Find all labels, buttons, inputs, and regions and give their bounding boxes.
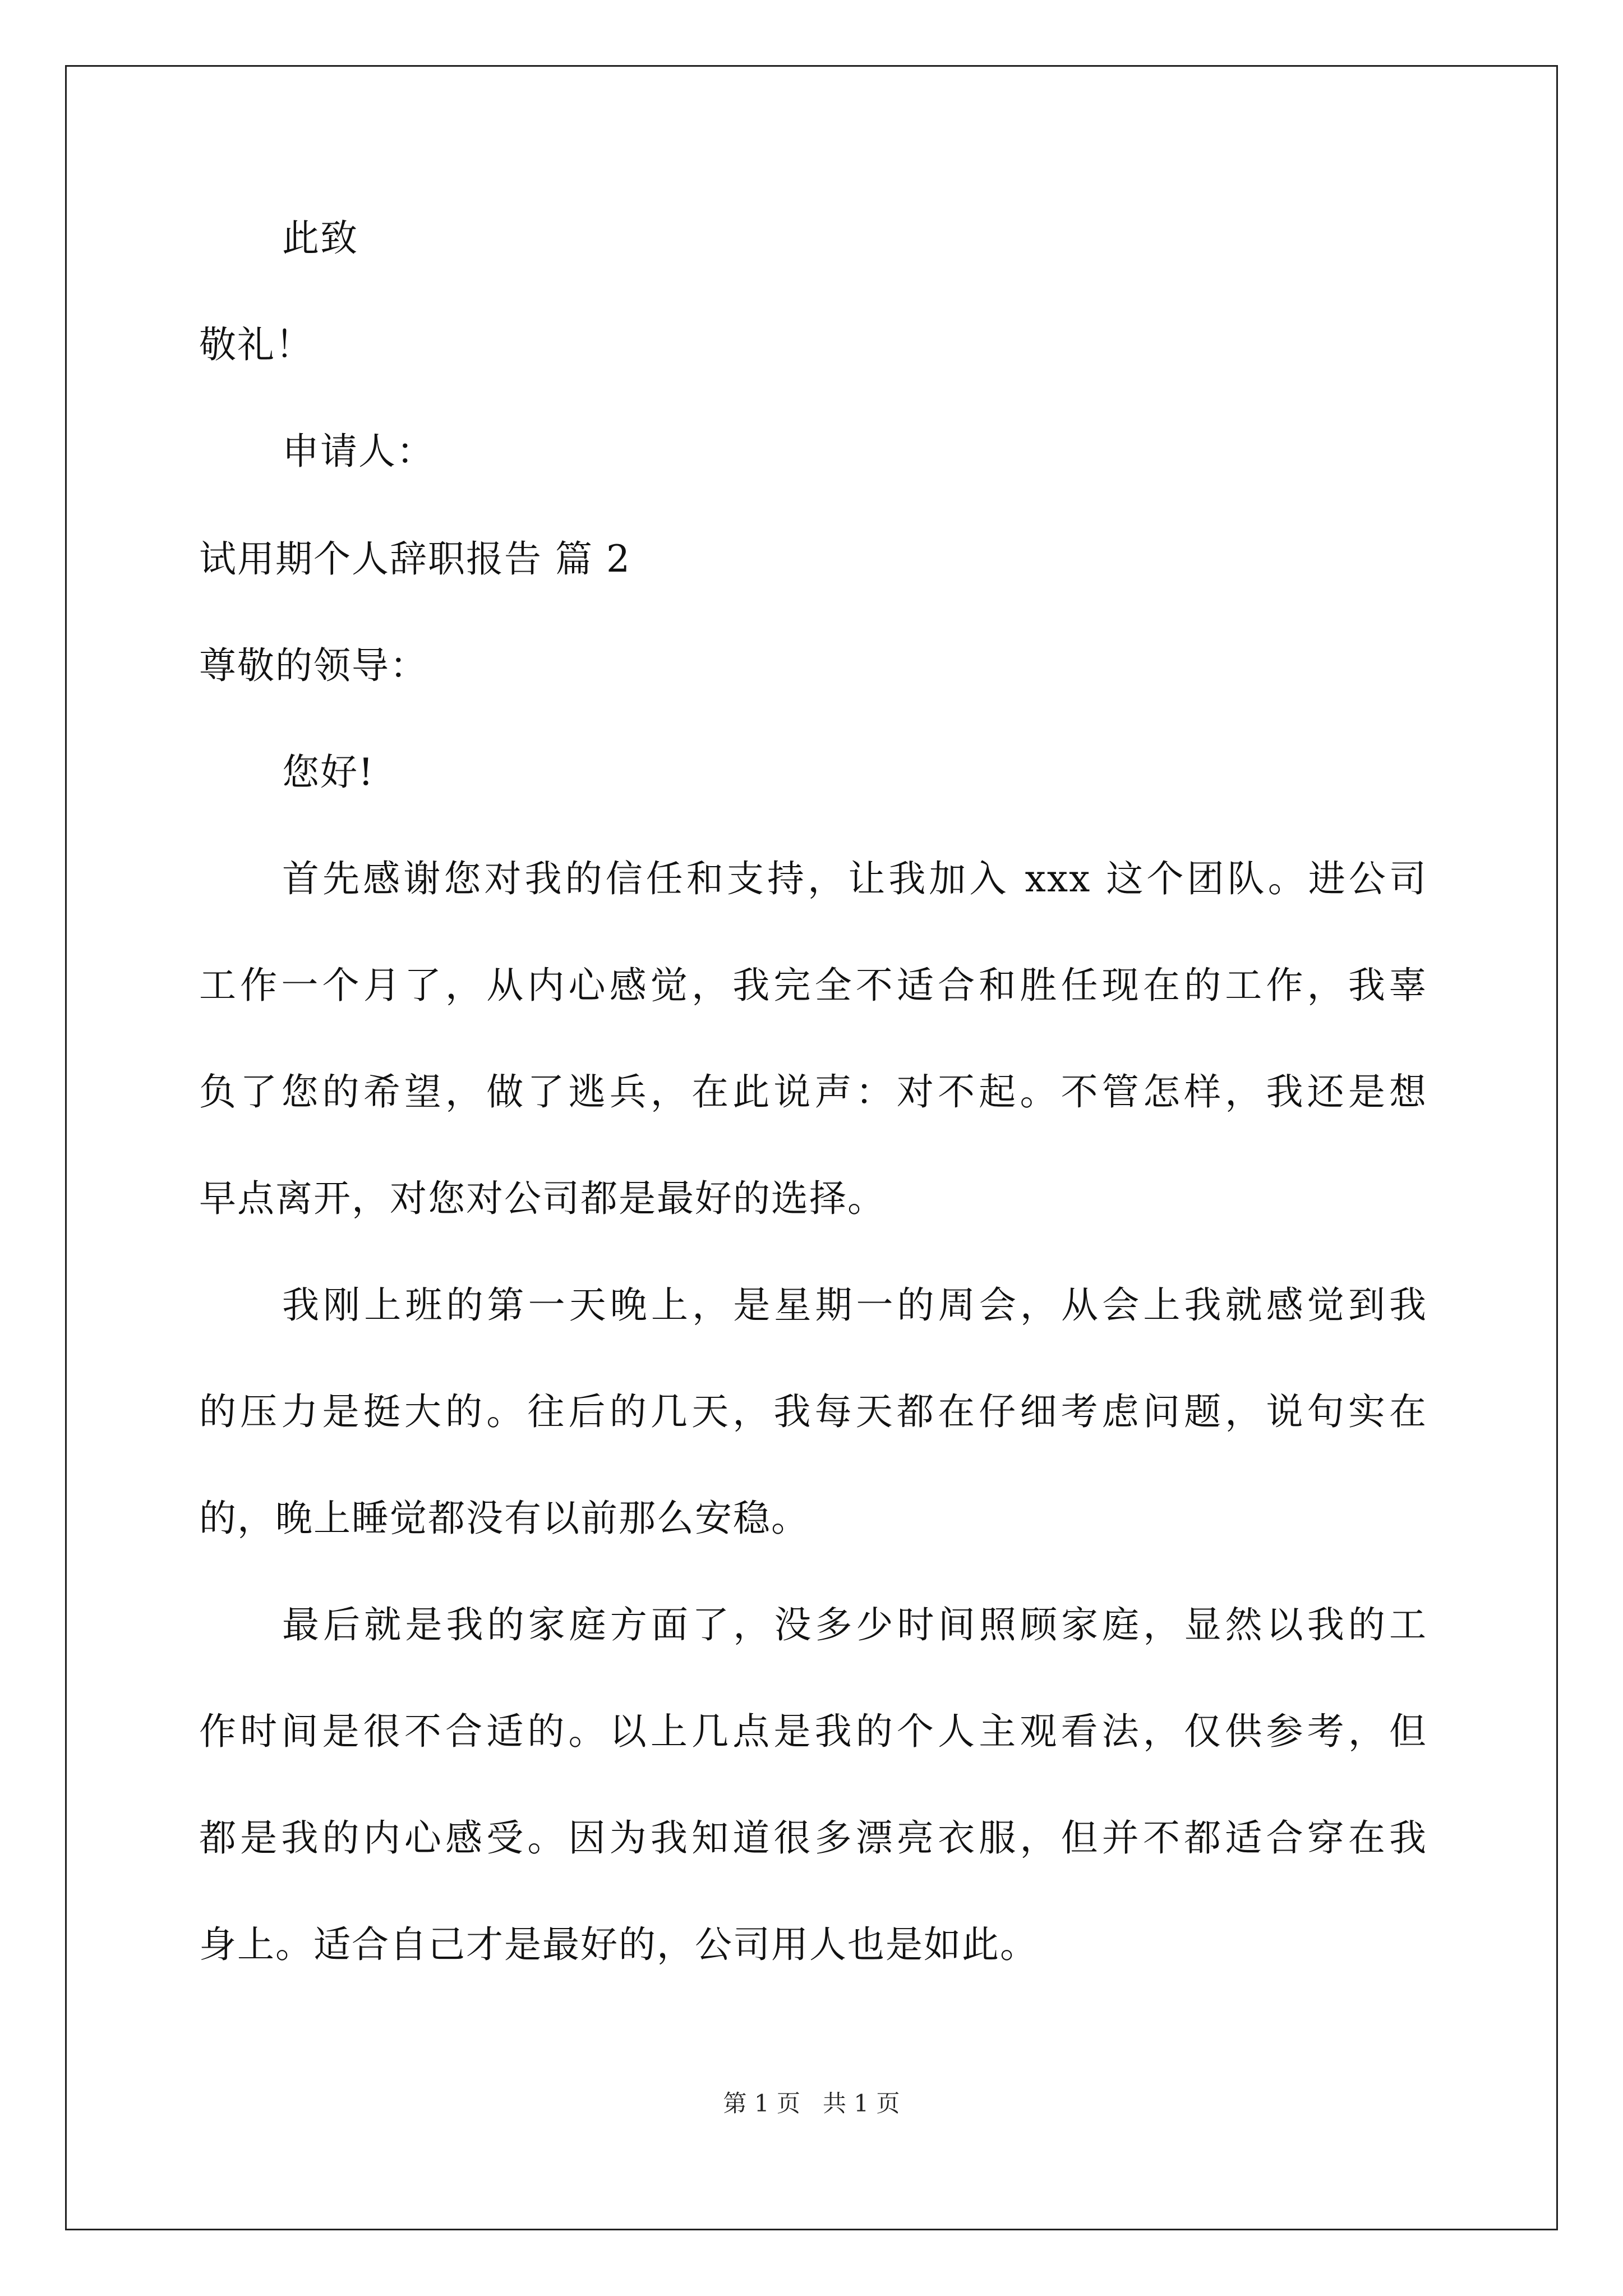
paragraph-2-line-2: 的压力是挺大的。往后的几天，我每天都在仔细考虑问题，说句实在 bbox=[199, 1390, 1427, 1433]
paragraph-1-line-2: 工作一个月了，从内心感觉，我完全不适合和胜任现在的工作，我辜 bbox=[199, 964, 1427, 1007]
paragraph-1-line-3: 负了您的希望，做了逃兵，在此说声：对不起。不管怎样，我还是想 bbox=[199, 1070, 1427, 1114]
paragraph-3-line-3: 都是我的内心感受。因为我知道很多漂亮衣服，但并不都适合穿在我 bbox=[199, 1816, 1427, 1860]
hello-line: 您好! bbox=[282, 751, 375, 794]
closing-line: 此致 bbox=[282, 217, 358, 260]
paragraph-2-line-1: 我刚上班的第一天晚上，是星期一的周会，从会上我就感觉到我 bbox=[282, 1283, 1427, 1327]
paragraph-2-line-3: 的，晚上睡觉都没有以前那么安稳。 bbox=[199, 1497, 809, 1540]
section-title: 试用期个人辞职报告 篇 2 bbox=[199, 537, 631, 581]
page-footer bbox=[0, 2087, 1623, 2120]
page-number-label: 第 1 页 共 1 页 bbox=[723, 2090, 900, 2117]
applicant-line: 申请人： bbox=[282, 430, 435, 473]
paragraph-1-line-1: 首先感谢您对我的信任和支持，让我加入 xxx 这个团队。进公司 bbox=[282, 857, 1427, 900]
page-border bbox=[65, 65, 1558, 2230]
paragraph-3-line-4: 身上。适合自己才是最好的，公司用人也是如此。 bbox=[199, 1923, 1038, 1966]
greeting-line: 尊敬的领导： bbox=[199, 644, 428, 687]
salute-line: 敬礼！ bbox=[199, 323, 313, 366]
paragraph-3-line-2: 作时间是很不合适的。以上几点是我的个人主观看法，仅供参考，但 bbox=[199, 1710, 1427, 1753]
paragraph-1-line-4: 早点离开，对您对公司都是最好的选择。 bbox=[199, 1177, 886, 1220]
paragraph-3-line-1: 最后就是我的家庭方面了，没多少时间照顾家庭，显然以我的工 bbox=[282, 1603, 1427, 1646]
